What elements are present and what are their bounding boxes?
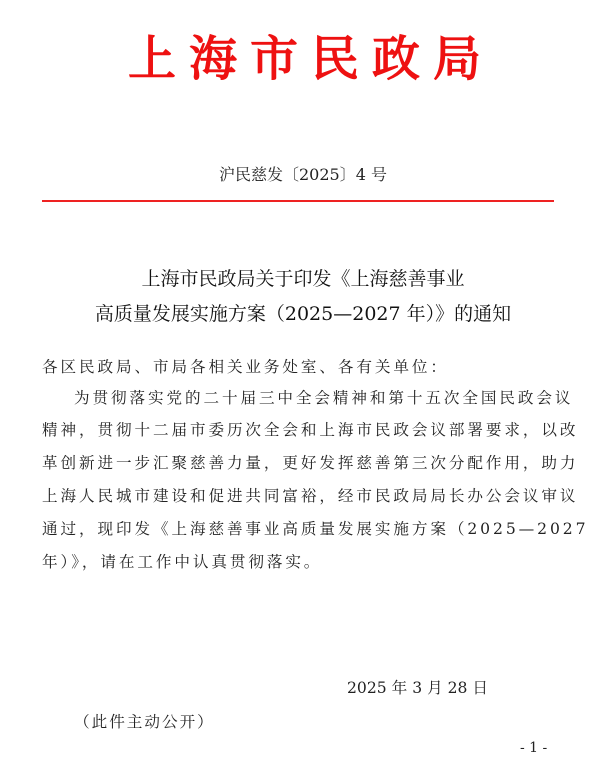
document-title-line-2: 高质量发展实施方案（2025—2027 年）》的通知 — [94, 303, 512, 325]
disclosure-note: （此件主动公开） — [74, 713, 215, 731]
issuer-masthead: 上海市民政局 — [127, 31, 494, 87]
red-divider-line — [42, 200, 554, 202]
page-number: - 1 - — [520, 740, 548, 756]
document-number: 沪民慈发〔2025〕4 号 — [219, 165, 387, 184]
paragraph-line: 年）》，请在工作中认真贯彻落实。 — [42, 553, 323, 571]
document-title-line-1: 上海市民政局关于印发《上海慈善事业 — [141, 268, 465, 290]
paragraph-line: 为贯彻落实党的二十届三中全会精神和第十五次全国民政会议 — [74, 389, 574, 407]
salutation: 各区民政局、市局各相关业务处室、各有关单位： — [42, 358, 449, 376]
paragraph-line: 上海人民城市建设和促进共同富裕，经市民政局局长办公会议审议 — [42, 487, 579, 505]
paragraph-line: 通过，现印发《上海慈善事业高质量发展实施方案（2025—2027 — [42, 520, 589, 538]
paragraph-line: 精神，贯彻十二届市委历次全会和上海市民政会议部署要求，以改 — [42, 421, 579, 439]
paragraph-line: 革创新进一步汇聚慈善力量，更好发挥慈善第三次分配作用，助力 — [42, 454, 579, 472]
issue-date: 2025 年 3 月 28 日 — [347, 679, 489, 697]
